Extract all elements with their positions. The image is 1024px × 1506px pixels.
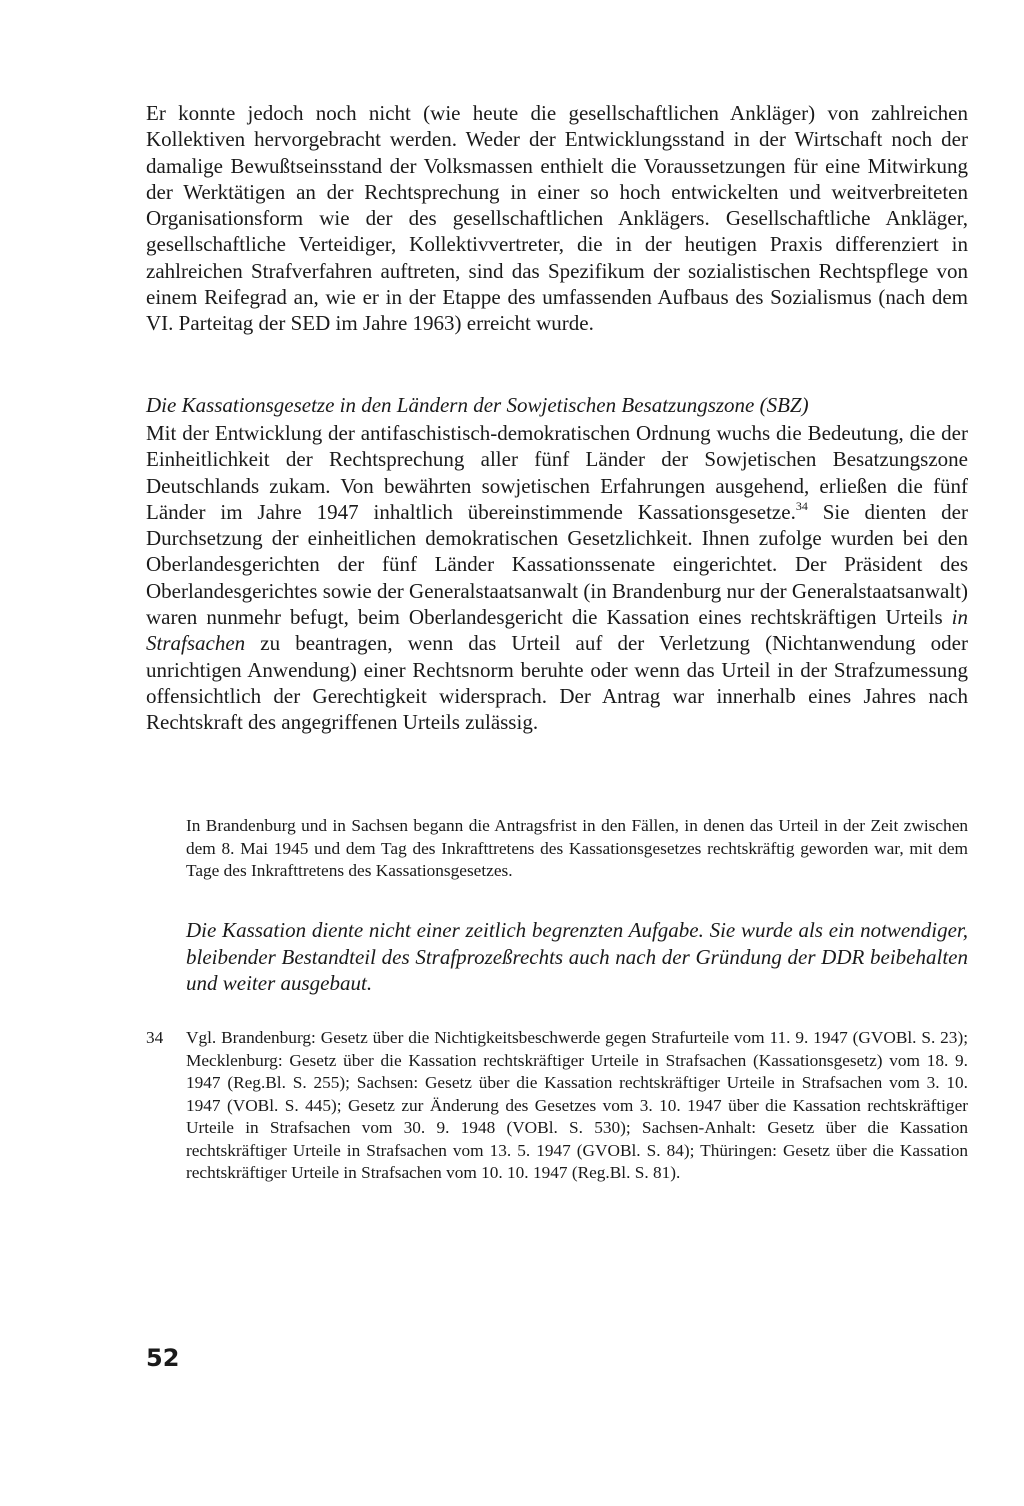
footnote-reference[interactable]: 34 (795, 498, 808, 513)
indented-note: In Brandenburg und in Sachsen begann die Antragsfrist in den Fällen, in denen das Urteil in der Zeit zwischen dem 8. Mai 1945 und dem Tag des Inkrafttretens des Kassationsgesetzes rechtskräftig geworden war, mit dem Tage des Inkrafttretens des Kassationsgesetzes. (186, 816, 968, 880)
section-heading: Die Kassationsgesetze in den Ländern der Sowjetischen Besatzungszone (SBZ) (146, 393, 809, 417)
page-number: 52 (146, 1344, 180, 1372)
paragraph-text: Sie dienten der Durchsetzung der einheitlichen demokratischen Gesetzlichkeit. Ihnen zufolge wurden bei den Oberlandesgerichten der fünf Länder Kassationssenate eingerichtet. Der Präsident des Oberlandesgerichtes sowie der Generalstaatsanwalt (in Brandenburg nur der Generalstaatsanwalt) waren nunmehr befugt, beim Oberlandesgericht die Kassation eines rechtskräftigen Urteils (146, 499, 968, 630)
footnote-text: Vgl. Brandenburg: Gesetz über die Nichtigkeitsbeschwerde gegen Strafurteile vom 11. 9. 1947 (GVOBl. S. 23); Mecklenburg: Gesetz über die Kassation rechtskräftiger Urteile in Strafsachen (Kassationsgesetz) vom 18. 9. 1947 (Reg.Bl. S. 255); Sachsen: Gesetz über die Kassation rechtskräftiger Urteile in Strafsachen vom 3. 10. 1947 (VOBl. S. 445); Gesetz zur Änderung des Gesetzes vom 3. 10. 1947 über die Kassation rechtskräftiger Urteile in Strafsachen vom 30. 9. 1948 (VOBl. S. 530); Sachsen-Anhalt: Gesetz über die Kassation rechtskräftiger Urteile in Strafsachen vom 13. 5. 1947 (GVOBl. S. 84); Thüringen: Gesetz über die Kassation rechtskräftiger Urteile in Strafsachen vom 10. 10. 1947 (Reg.Bl. S. 81). (186, 1028, 968, 1182)
italic-summary-paragraph: Die Kassation diente nicht einer zeitlich begrenzten Aufgabe. Sie wurde als ein notwendiger, bleibender Bestandteil des Strafprozeßrechts auch nach der Gründung der DDR beibehalten und weiter ausgebaut. (186, 918, 968, 995)
body-paragraph: Er konnte jedoch noch nicht (wie heute die gesellschaftlichen Ankläger) von zahlreichen Kollektiven hervorgebracht werden. Weder der Entwicklungsstand in der Wirtschaft noch der damalige Bewußtseinsstand der Volksmassen enthielt die Voraussetzungen für eine Mitwirkung der Werktätigen an der Rechtsprechung in einer so hoch entwickelten und weitverbreiteten Organisationsform wie der des gesellschaftlichen Anklägers. Gesellschaftliche Ankläger, gesellschaftliche Verteidiger, Kollektivvertreter, die in der heutigen Praxis differenziert in zahlreichen Strafverfahren auftreten, sind das Spezifikum der sozialistischen Rechtspflege von einem Reifegrad an, wie er in der Etappe des umfassenden Aufbaus des Sozialismus (nach dem VI. Parteitag der SED im Jahre 1963) erreicht wurde. (146, 101, 968, 336)
paragraph-text: Mit der Entwicklung der antifaschistisch-demokratischen Ordnung wuchs die Bedeutung, die der Einheitlichkeit der Rechtsprechung aller fünf Länder der Sowjetischen Besatzungszone Deutschlands zukam. Von bewährten sowjetischen Erfahrungen ausgehend, erließen die fünf Länder im Jahre 1947 inhaltlich übereinstimmende Kassationsgesetze. (146, 421, 968, 524)
body-paragraph (146, 420, 968, 736)
emphasis-text: in Strafsachen (146, 605, 968, 656)
footnote-number: 34 (146, 1028, 164, 1047)
paragraph-text: zu beantragen, wenn das Urteil auf der Verletzung (Nichtanwendung oder unrichtigen Anwendung) einer Rechtsnorm beruhte oder wenn das Urteil in der Strafzumessung offensichtlich der Gerechtigkeit widersprach. Der Antrag war innerhalb eines Jahres nach Rechtskraft des angegriffenen Urteils zulässig. (146, 631, 968, 735)
